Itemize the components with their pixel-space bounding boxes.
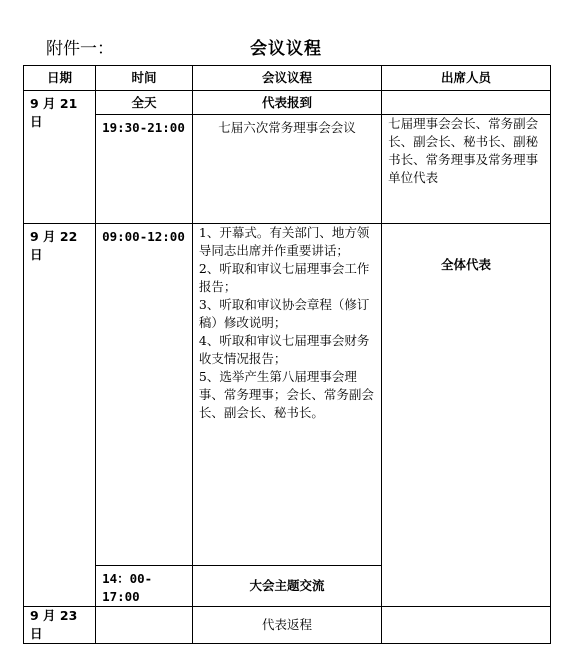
agenda-table xyxy=(23,65,551,644)
document-header xyxy=(0,34,573,60)
column-header-agenda: 会议议程 xyxy=(192,66,381,91)
table-row xyxy=(24,91,551,115)
table-row xyxy=(24,224,551,566)
attendees-cell xyxy=(382,607,551,644)
time-cell: 19:30-21:00 xyxy=(96,115,193,224)
time-cell: 09:00-12:00 xyxy=(96,224,193,566)
page-title: 会议议程 xyxy=(250,39,322,59)
column-header-attendees: 出席人员 xyxy=(382,66,551,91)
agenda-item: 5、选举产生第八届理事会理事、常务理事；会长、常务副会长、副会长、秘书长。 xyxy=(198,369,374,420)
attachment-label: 附件一： xyxy=(46,39,114,59)
table-header-row xyxy=(24,66,551,91)
agenda-item: 2、听取和审议七届理事会工作报告； xyxy=(198,261,370,294)
agenda-cell: 七届六次常务理事会会议 xyxy=(192,115,381,224)
date-cell-day2: 9 月 22 日 xyxy=(24,224,96,607)
table-row xyxy=(24,115,551,224)
date-cell-day1: 9 月 21 日 xyxy=(24,91,96,224)
attendees-cell xyxy=(382,91,551,115)
date-cell-day3: 9 月 23 日 xyxy=(24,607,96,644)
column-header-date: 日期 xyxy=(24,66,96,91)
column-header-time: 时间 xyxy=(96,66,193,91)
agenda-items-cell xyxy=(192,224,381,566)
attendees-cell: 七届理事会会长、常务副会长、副会长、秘书长、副秘书长、常务理事及常务理事单位代表 xyxy=(382,115,551,224)
time-cell: 全天 xyxy=(96,91,193,115)
time-cell: 14：00-17:00 xyxy=(96,566,193,607)
agenda-item: 4、听取和审议七届理事会财务收支情况报告； xyxy=(198,333,370,366)
table-row xyxy=(24,607,551,644)
time-cell xyxy=(96,607,193,644)
agenda-cell: 代表返程 xyxy=(192,607,381,644)
agenda-cell: 代表报到 xyxy=(192,91,381,115)
agenda-cell: 大会主题交流 xyxy=(192,566,381,607)
agenda-item: 1、开幕式。有关部门、地方领导同志出席并作重要讲话； xyxy=(198,225,370,258)
agenda-item: 3、听取和审议协会章程（修订稿）修改说明； xyxy=(198,297,370,330)
attendees-cell: 全体代表 xyxy=(382,224,551,607)
